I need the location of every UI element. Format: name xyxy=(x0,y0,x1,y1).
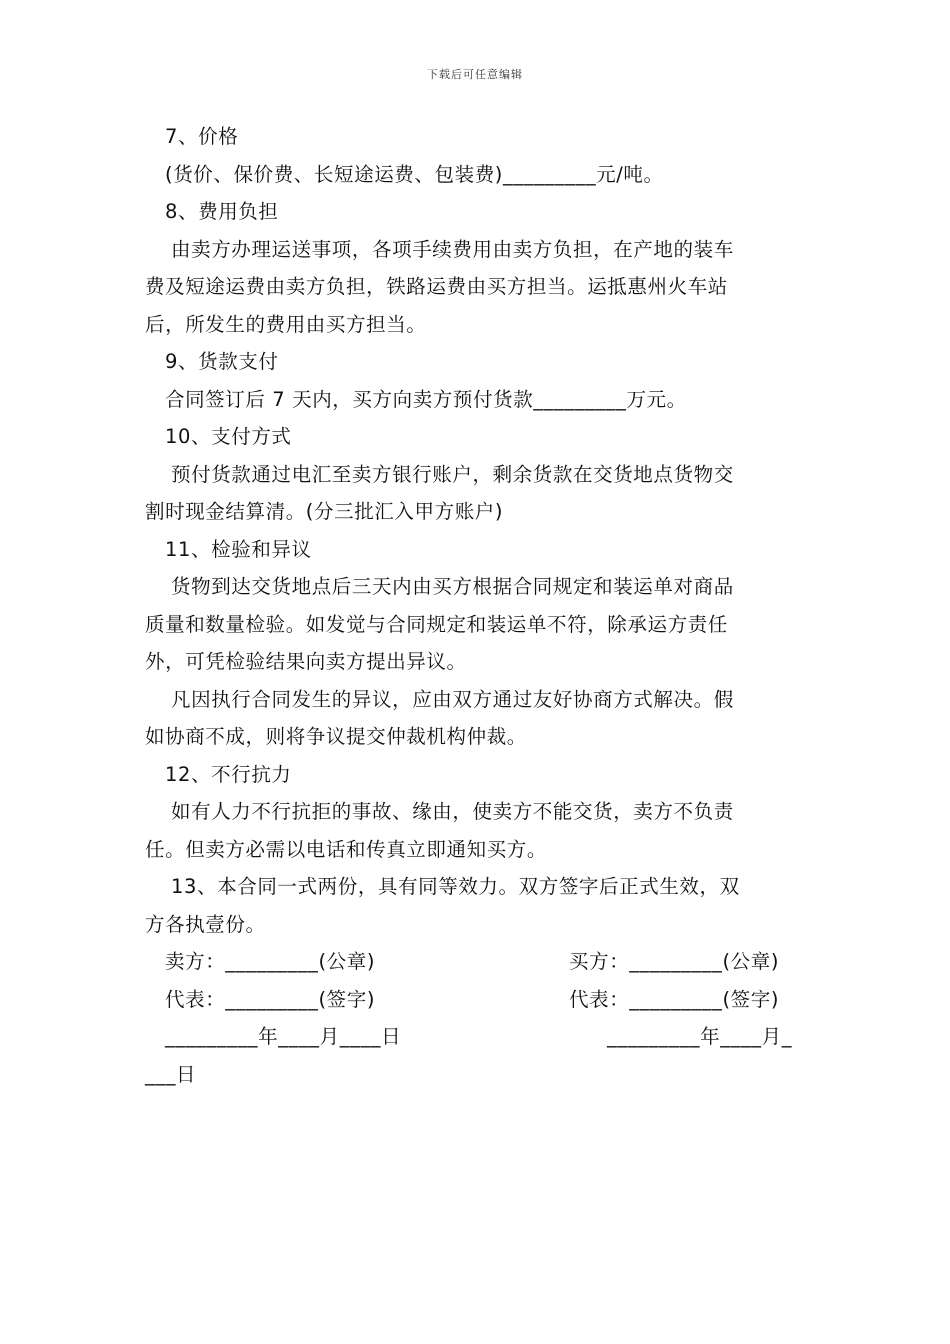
section-11-text-3: 外，可凭检验结果向卖方提出异议。 xyxy=(145,650,467,673)
section-11-title: 11、检验和异议 xyxy=(165,537,312,561)
section-10-text-1: 预付货款通过电汇至卖方银行账户，剩余货款在交货地点货物交 xyxy=(171,462,734,486)
section-9-text: 合同签订后 7 天内，买方向卖方预付货款_________万元。 xyxy=(165,387,687,411)
buyer-date-field-continued: ___日 xyxy=(145,1062,197,1086)
section-13-text-2: 方各执壹份。 xyxy=(145,912,266,936)
section-7-text: (货价、保价费、长短途运费、包装费)_________元/吨。 xyxy=(165,162,664,186)
section-8-text-3: 后，所发生的费用由买方担当。 xyxy=(145,312,427,336)
contract-body xyxy=(145,118,809,1093)
section-13-text-1: 13、本合同一式两份，具有同等效力。双方签字后正式生效，双 xyxy=(171,875,740,898)
page-header-note: 下载后可任意编辑 xyxy=(427,68,523,81)
section-9-title: 9、货款支付 xyxy=(165,350,279,373)
section-12-text-2: 任。但卖方必需以电话和传真立即通知买方。 xyxy=(145,837,548,861)
signature-rep-row xyxy=(145,981,809,1019)
section-12-title: 12、不行抗力 xyxy=(165,762,292,786)
buyer-date-field: _________年____月_ xyxy=(607,1025,793,1048)
section-12-text-1: 如有人力不行抗拒的事故、缘由，使卖方不能交货，卖方不负责 xyxy=(171,800,734,823)
signature-date-row xyxy=(145,1018,809,1056)
section-8-title: 8、费用负担 xyxy=(165,200,279,223)
seller-rep-field: 代表：_________(签字) xyxy=(165,987,376,1011)
buyer-seal-field: 买方：_________(公章) xyxy=(569,950,780,973)
seller-date-field: _________年____月____日 xyxy=(165,1025,402,1048)
section-10-title: 10、支付方式 xyxy=(165,425,292,448)
signature-party-row xyxy=(145,943,809,981)
section-11-text-1: 货物到达交货地点后三天内由买方根据合同规定和装运单对商品 xyxy=(171,575,734,598)
seller-seal-field: 卖方：_________(公章) xyxy=(165,950,376,973)
section-8-text-1: 由卖方办理运送事项，各项手续费用由卖方负担，在产地的装车 xyxy=(171,237,734,261)
section-11-text-5: 如协商不成，则将争议提交仲裁机构仲裁。 xyxy=(145,725,527,748)
section-8-text-2: 费及短途运费由卖方负担，铁路运费由买方担当。运抵惠州火车站 xyxy=(145,275,728,298)
section-10-text-2: 割时现金结算清。(分三批汇入甲方账户) xyxy=(145,500,504,523)
buyer-rep-field: 代表：_________(签字) xyxy=(569,987,780,1011)
section-11-text-4: 凡因执行合同发生的异议，应由双方通过友好协商方式解决。假 xyxy=(171,687,734,711)
section-11-text-2: 质量和数量检验。如发觉与合同规定和装运单不符，除承运方责任 xyxy=(145,612,728,636)
section-7-title: 7、价格 xyxy=(165,125,239,148)
